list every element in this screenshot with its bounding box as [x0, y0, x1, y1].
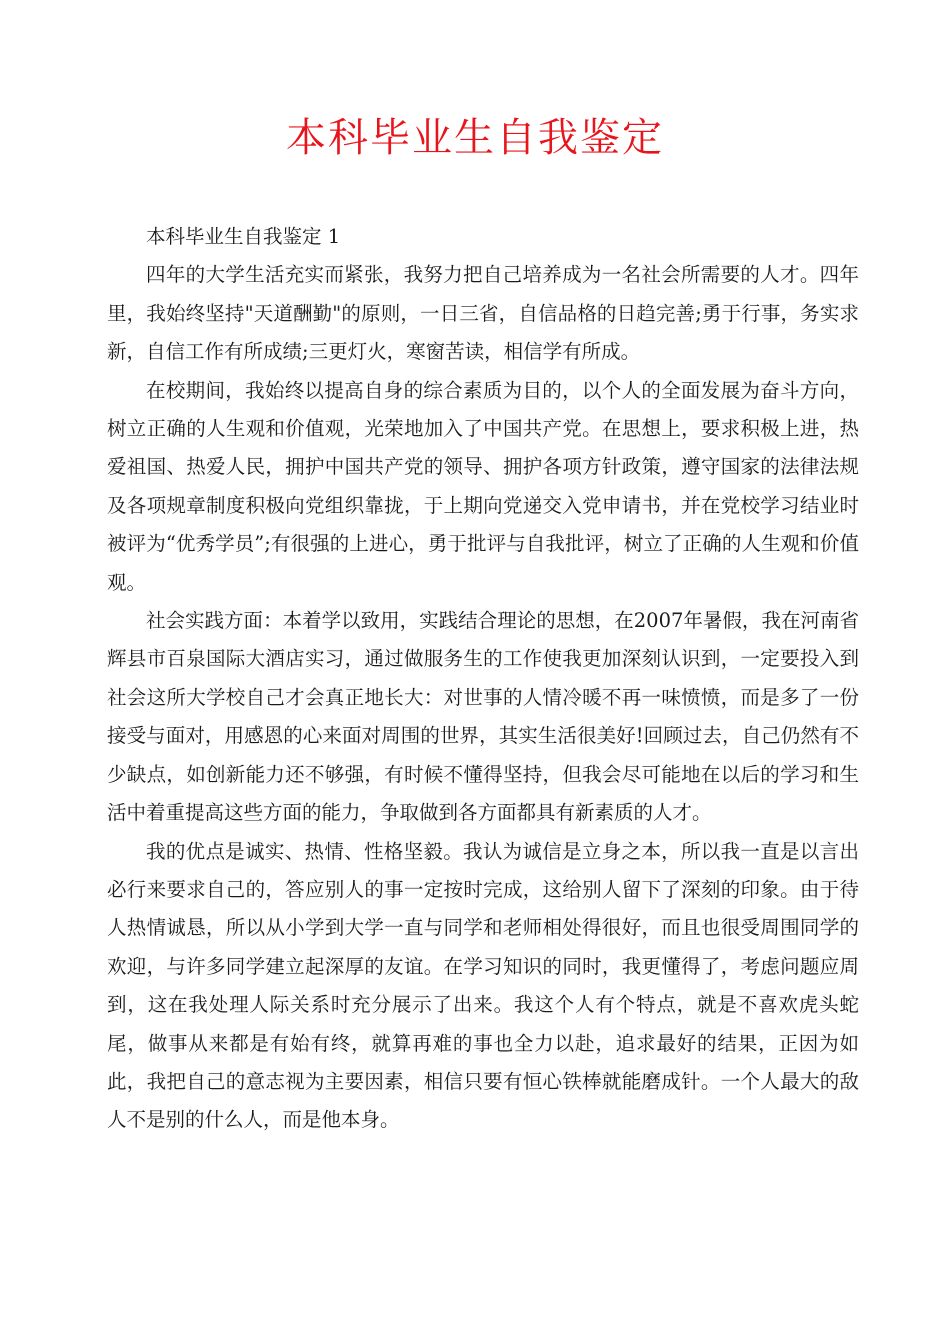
paragraph-practice: 社会实践方面：本着学以致用，实践结合理论的思想，在2007年暑假，我在河南省辉县市百泉国际大酒店实习，通过做服务生的工作使我更加深刻认识到，一定要投入到社会这所大学校自己才会真正地长大：对世事的人情冷暖不再一味愤愤，而是多了一份接受与面对，用感恩的心来面对周围的世界，其实生活很美好!回顾过去，自己仍然有不少缺点，如创新能力还不够强，有时候不懂得坚持，但我会尽可能地在以后的学习和生活中着重提高这些方面的能力，争取做到各方面都具有新素质的人才。 — [107, 609, 859, 825]
paragraph-school: 在校期间，我始终以提高自身的综合素质为目的，以个人的全面发展为奋斗方向，树立正确的人生观和价值观，光荣地加入了中国共产党。在思想上，要求积极上进，热爱祖国、热爱人民，拥护中国共产党的领导、拥护各项方针政策，遵守国家的法律法规及各项规章制度积极向党组织靠拢，于上期向党递交入党申请书，并在党校学习结业时被评为“优秀学员”;有很强的上进心，勇于批评与自我批评，树立了正确的人生观和价值观。 — [107, 378, 859, 594]
paragraph-strengths: 我的优点是诚实、热情、性格坚毅。我认为诚信是立身之本，所以我一直是以言出必行来要求自己的，答应别人的事一定按时完成，这给别人留下了深刻的印象。由于待人热情诚恳，所以从小学到大学一直与同学和老师相处得很好，而且也很受周围同学的欢迎，与许多同学建立起深厚的友谊。在学习知识的同时，我更懂得了，考虑问题应周到，这在我处理人际关系时充分展示了出来。我这个人有个特点，就是不喜欢虎头蛇尾，做事从来都是有始有终，就算再难的事也全力以赴，追求最好的结果，正因为如此，我把自己的意志视为主要因素，相信只要有恒心铁棒就能磨成针。一个人最大的敌人不是别的什么人，而是他本身。 — [107, 839, 859, 1132]
section-heading: 本科毕业生自我鉴定 1 — [146, 225, 341, 248]
document-title: 本科毕业生自我鉴定 — [286, 115, 664, 161]
document-body — [107, 218, 859, 1140]
paragraph-intro: 四年的大学生活充实而紧张，我努力把自己培养成为一名社会所需要的人才。四年里，我始终坚持"天道酬勤"的原则，一日三省，自信品格的日趋完善;勇于行事，务实求新，自信工作有所成绩;三更灯火，寒窗苦读，相信学有所成。 — [107, 263, 859, 364]
